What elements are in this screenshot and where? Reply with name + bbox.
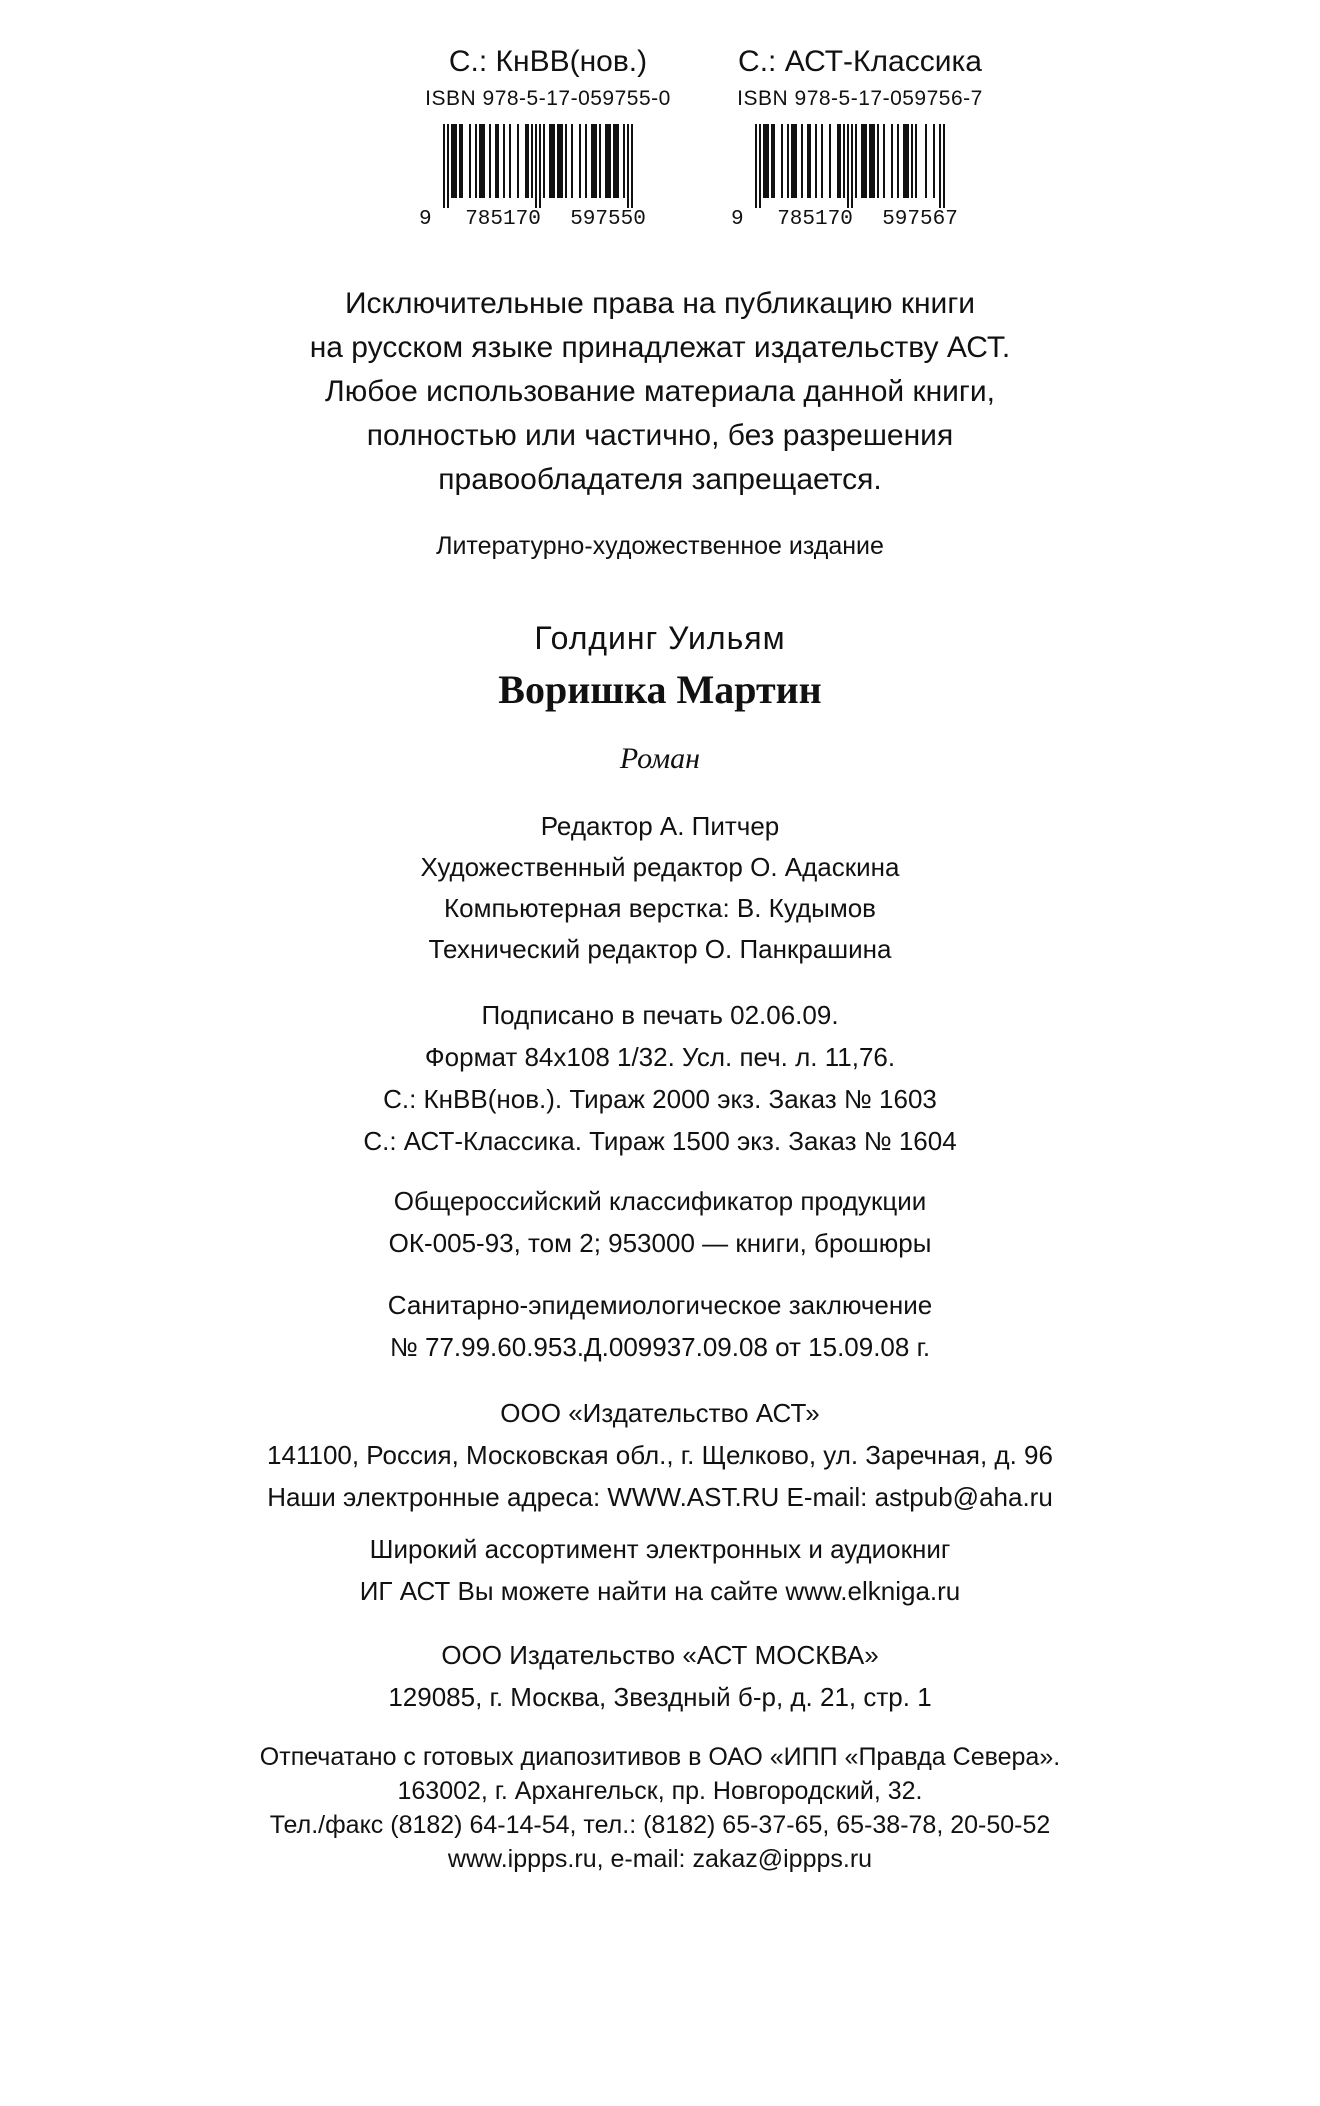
barcode-bar: [873, 124, 875, 198]
barcode-bar: [527, 124, 529, 198]
moscow-line: ООО Издательство «АСТ МОСКВА»: [441, 1640, 879, 1670]
print-info-line: Формат 84x108 1/32. Усл. печ. л. 11,76.: [424, 1042, 896, 1072]
publisher-info: [0, 1392, 1320, 1518]
barcode-digits-left: 785170: [465, 208, 541, 230]
barcode-bar: [839, 124, 841, 198]
barcode-bar: [865, 124, 867, 198]
barcode-bar: [821, 124, 823, 198]
publisher-line: С.: КнВВ(нов.): [448, 45, 648, 78]
publisher-line: 141100, Россия, Московская обл., г. Щелково, ул. Заречная, д. 96: [267, 1440, 1053, 1470]
barcode-bar: [585, 124, 587, 198]
barcode-bar: [925, 124, 927, 198]
barcode-bar: [791, 124, 793, 198]
barcode-bar: [869, 124, 871, 198]
credit-line: Компьютерная верстка: В. Кудымов: [444, 893, 876, 923]
barcode-bar: [591, 124, 593, 198]
barcode-digits-lead: 9: [731, 208, 744, 230]
sanitary-line: Санитарно-эпидемиологическое заключение: [387, 1290, 933, 1320]
barcode-bar: [479, 124, 481, 198]
barcode-bar: [483, 124, 485, 198]
print-info-line: С.: АСТ-Классика. Тираж 1500 экз. Заказ № 1604: [363, 1126, 957, 1156]
barcode-bar: [549, 124, 551, 198]
barcode-bar: [809, 124, 811, 198]
isbn-number: ISBN 978-5-17-059756-7: [737, 87, 983, 110]
barcode-bar: [525, 124, 527, 198]
barcode-bar: [531, 124, 533, 198]
print-info: [0, 994, 1320, 1162]
book-title: Воришка Мартин: [498, 667, 822, 712]
barcode-bar: [863, 124, 865, 198]
barcode-bar: [561, 124, 563, 198]
barcode-bar: [609, 124, 611, 198]
barcode-bar: [489, 124, 491, 198]
printer-info: [0, 1740, 1320, 1876]
barcode-bar: [559, 124, 561, 198]
barcode-bar: [907, 124, 909, 198]
barcode-digits-left: 785170: [777, 208, 853, 230]
rights-line: полностью или частично, без разрешения: [366, 419, 954, 452]
barcode-bar: [497, 124, 499, 198]
barcode-bar: [883, 124, 885, 198]
barcode-bar: [829, 124, 831, 198]
credits: [0, 806, 1320, 970]
isbn-block: [0, 42, 1320, 242]
rights-line: Любое использование материала данной книги,: [325, 375, 995, 408]
printer-line: www.ippps.ru, e-mail: zakaz@ippps.ru: [447, 1845, 873, 1873]
barcode-bar: [903, 124, 905, 198]
ebooks-line: ИГ АСТ Вы можете найти на сайте www.elkniga.ru: [359, 1576, 961, 1606]
rights-line: Исключительные права на публикацию книги: [344, 287, 976, 320]
moscow-line: 129085, г. Москва, Звездный б-р, д. 21, стр. 1: [388, 1682, 932, 1712]
classifier-line: Общероссийский классификатор продукции: [393, 1186, 927, 1216]
barcode-bar: [551, 124, 553, 198]
barcode-digits-lead: 9: [419, 208, 432, 230]
moscow-publisher: [0, 1634, 1320, 1718]
barcode-image: [725, 120, 995, 230]
barcode-bar: [553, 124, 555, 198]
barcode-bar: [861, 124, 863, 198]
credit-line: Редактор А. Питчер: [540, 811, 780, 841]
isbn-column: [700, 42, 1020, 230]
barcode-bar: [605, 124, 607, 198]
barcode-bar: [571, 124, 573, 198]
publisher-line: С.: АСТ-Классика: [738, 45, 982, 78]
barcode-bar: [793, 124, 795, 198]
barcode-bar: [459, 124, 461, 198]
barcode-bar: [933, 124, 935, 198]
edition-type: Литературно-художественное издание: [436, 532, 884, 560]
barcode-bar: [455, 124, 457, 198]
barcode-bar: [443, 124, 445, 208]
barcode-bar: [787, 124, 789, 198]
book-genre: Роман: [619, 742, 701, 775]
barcode-bar: [851, 124, 853, 208]
barcode-bar: [911, 124, 913, 198]
barcode-bar: [755, 124, 757, 208]
barcode-bar: [495, 124, 497, 198]
credit-line: Технический редактор О. Панкрашина: [428, 934, 892, 964]
barcode-bar: [891, 124, 893, 198]
sanitary-certificate: [0, 1284, 1320, 1368]
barcode-bar: [871, 124, 873, 198]
barcode-bar: [939, 124, 941, 208]
barcode-bar: [539, 124, 541, 208]
ebooks-notice: [0, 1528, 1320, 1612]
barcode-bar: [617, 124, 619, 198]
barcode-bar: [763, 124, 765, 198]
barcode-digits-right: 597550: [570, 208, 646, 230]
print-info-line: С.: КнВВ(нов.). Тираж 2000 экз. Заказ № 1603: [383, 1084, 937, 1114]
barcode-bar: [905, 124, 907, 198]
rights-line: правообладателя запрещается.: [438, 463, 882, 496]
sanitary-line: № 77.99.60.953.Д.009937.09.08 от 15.09.08 г.: [389, 1332, 931, 1362]
barcode-bar: [565, 124, 567, 198]
barcode-bar: [771, 124, 773, 198]
barcode-bar: [503, 124, 505, 198]
ebooks-line: Широкий ассортимент электронных и аудиокниг: [369, 1534, 951, 1564]
barcode-bar: [815, 124, 817, 198]
printer-line: Отпечатано с готовых диапозитивов в ОАО «ИПП «Правда Севера».: [259, 1743, 1061, 1771]
barcode-bar: [599, 124, 601, 198]
barcode-bar: [855, 124, 857, 198]
barcode-bar: [475, 124, 477, 198]
barcode-bar: [915, 124, 917, 198]
barcode-bar: [773, 124, 775, 198]
product-classifier: [0, 1180, 1320, 1264]
author-name: Голдинг Уильям: [534, 620, 786, 656]
barcode-bar: [535, 124, 537, 208]
barcode-bar: [615, 124, 617, 198]
barcode-bar: [447, 124, 449, 208]
barcode-bar: [623, 124, 625, 198]
credit-line: Художественный редактор О. Адаскина: [420, 852, 900, 882]
barcode-bar: [795, 124, 797, 198]
barcode-bar: [765, 124, 767, 198]
barcode-bar: [557, 124, 559, 198]
barcode-bar: [847, 124, 849, 208]
barcode-bar: [613, 124, 615, 198]
barcode-bar: [517, 124, 519, 198]
classifier-line: ОК-005-93, том 2; 953000 — книги, брошюры: [388, 1228, 932, 1258]
barcode-bar: [481, 124, 483, 198]
rights-line: на русском языке принадлежат издательству АСТ.: [309, 331, 1011, 364]
barcode-bar: [579, 124, 581, 198]
barcode-bar: [453, 124, 455, 198]
barcode-image: [413, 120, 683, 230]
barcode-bar: [631, 124, 633, 208]
barcode-bar: [807, 124, 809, 198]
barcode-bar: [543, 124, 545, 198]
barcode-bar: [461, 124, 463, 198]
barcode-bar: [509, 124, 511, 198]
barcode-bar: [897, 124, 899, 198]
barcode-bar: [593, 124, 595, 198]
barcode-digits-right: 597567: [882, 208, 958, 230]
isbn-column: [388, 42, 708, 230]
barcode-bar: [837, 124, 839, 198]
print-info-line: Подписано в печать 02.06.09.: [481, 1000, 839, 1030]
barcode-bar: [767, 124, 769, 198]
barcode-bar: [469, 124, 471, 198]
barcode-bar: [781, 124, 783, 198]
publisher-line: ООО «Издательство АСТ»: [500, 1398, 820, 1428]
publisher-line: Наши электронные адреса: WWW.AST.RU E-mail: astpub@aha.ru: [267, 1482, 1053, 1512]
barcode-bar: [607, 124, 609, 198]
printer-line: Тел./факс (8182) 64-14-54, тел.: (8182) 65-37-65, 65-38-78, 20-50-52: [269, 1811, 1051, 1839]
barcode-bar: [943, 124, 945, 208]
barcode-bar: [595, 124, 597, 198]
barcode-bar: [627, 124, 629, 208]
rights-notice: [0, 282, 1320, 502]
isbn-number: ISBN 978-5-17-059755-0: [425, 87, 671, 110]
barcode-bar: [877, 124, 879, 198]
printer-line: 163002, г. Архангельск, пр. Новгородский, 32.: [397, 1777, 923, 1805]
barcode-bar: [759, 124, 761, 208]
barcode-bar: [801, 124, 803, 198]
barcode-bar: [451, 124, 453, 198]
barcode-bar: [843, 124, 845, 198]
